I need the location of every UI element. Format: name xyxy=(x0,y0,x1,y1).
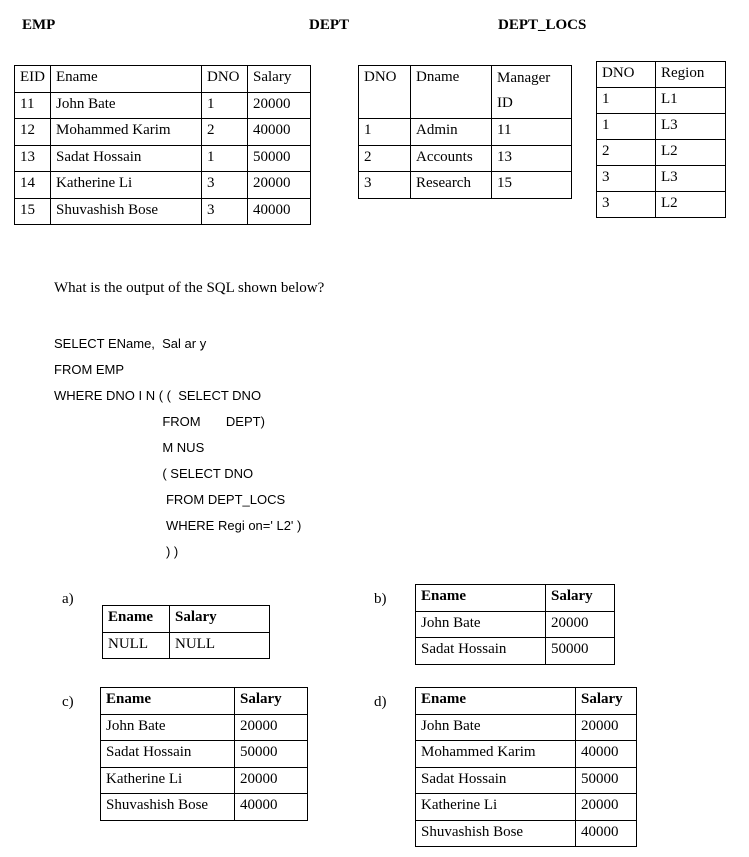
table-cell: L2 xyxy=(656,140,726,166)
table-cell: 1 xyxy=(597,114,656,140)
table-cell: L2 xyxy=(656,192,726,218)
table-cell: 3 xyxy=(597,192,656,218)
sql-line: FROM DEPT) xyxy=(54,414,265,429)
table-cell: 3 xyxy=(597,166,656,192)
sql-line: ( SELECT DNO xyxy=(54,466,254,481)
table-cell: 3 xyxy=(202,198,248,225)
table-row xyxy=(15,145,311,172)
column-header: Salary xyxy=(576,688,637,715)
option-b-label: b) xyxy=(374,591,387,607)
table-cell: Sadat Hossain xyxy=(416,767,576,794)
table-cell: 13 xyxy=(15,145,51,172)
table-row xyxy=(416,767,637,794)
sql-line: SELECT EName, Sal ar y xyxy=(54,336,207,351)
table-cell: 13 xyxy=(492,145,572,172)
table-cell: Mohammed Karim xyxy=(416,741,576,768)
table-cell: 40000 xyxy=(576,741,637,768)
option-a-table xyxy=(102,605,270,659)
column-header: Ename xyxy=(51,66,202,93)
table-cell: 20000 xyxy=(576,714,637,741)
table-cell: 50000 xyxy=(576,767,637,794)
table-cell: 20000 xyxy=(576,794,637,821)
table-cell: John Bate xyxy=(51,92,202,119)
emp-title: EMP xyxy=(22,17,56,33)
table-cell: 1 xyxy=(597,88,656,114)
table-row xyxy=(597,192,726,218)
dept-locs-table xyxy=(596,61,726,218)
column-header: Ename xyxy=(103,606,170,633)
table-cell: NULL xyxy=(103,632,170,659)
table-row xyxy=(416,638,615,665)
table-row xyxy=(416,741,637,768)
table-cell: 50000 xyxy=(235,741,308,768)
table-cell: 40000 xyxy=(235,794,308,821)
table-cell: Shuvashish Bose xyxy=(416,820,576,847)
table-row xyxy=(15,92,311,119)
option-b-table xyxy=(415,584,615,665)
table-cell: 3 xyxy=(359,172,411,199)
sql-line: ) ) xyxy=(54,544,179,559)
table-cell: 1 xyxy=(359,119,411,146)
table-cell: Katherine Li xyxy=(101,767,235,794)
option-c-label: c) xyxy=(62,694,74,710)
table-cell: 20000 xyxy=(546,611,615,638)
table-row xyxy=(101,741,308,768)
column-header: Salary xyxy=(248,66,311,93)
table-cell: L3 xyxy=(656,166,726,192)
table-cell: Shuvashish Bose xyxy=(51,198,202,225)
table-cell: 20000 xyxy=(235,767,308,794)
table-cell: John Bate xyxy=(101,714,235,741)
column-header: Ename xyxy=(416,585,546,612)
column-header: Salary xyxy=(170,606,270,633)
table-cell: 2 xyxy=(359,145,411,172)
table-header-row xyxy=(103,606,270,633)
table-row xyxy=(101,767,308,794)
dept-table xyxy=(358,65,572,199)
sql-code-block xyxy=(54,331,301,565)
table-row xyxy=(359,145,572,172)
table-cell: 50000 xyxy=(546,638,615,665)
column-header: DNO xyxy=(202,66,248,93)
sql-line: FROM DEPT_LOCS xyxy=(54,492,286,507)
table-cell: 20000 xyxy=(248,172,311,199)
table-cell: Sadat Hossain xyxy=(101,741,235,768)
column-header: DNO xyxy=(359,66,411,119)
table-header-row xyxy=(359,66,572,119)
table-cell: 3 xyxy=(202,172,248,199)
dept-title: DEPT xyxy=(309,17,350,33)
table-cell: 14 xyxy=(15,172,51,199)
table-cell: Research xyxy=(411,172,492,199)
table-cell: 40000 xyxy=(248,119,311,146)
table-cell: Accounts xyxy=(411,145,492,172)
table-cell: Shuvashish Bose xyxy=(101,794,235,821)
table-cell: John Bate xyxy=(416,611,546,638)
table-cell: 12 xyxy=(15,119,51,146)
column-header: Dname xyxy=(411,66,492,119)
table-cell: 2 xyxy=(597,140,656,166)
sql-line: WHERE DNO I N ( ( SELECT DNO xyxy=(54,388,262,403)
table-cell: Admin xyxy=(411,119,492,146)
table-row xyxy=(416,611,615,638)
option-d-label: d) xyxy=(374,694,387,710)
table-cell: 2 xyxy=(202,119,248,146)
column-header: Salary xyxy=(546,585,615,612)
table-cell: Sadat Hossain xyxy=(416,638,546,665)
table-cell: Katherine Li xyxy=(51,172,202,199)
table-header-row xyxy=(416,585,615,612)
table-cell: NULL xyxy=(170,632,270,659)
option-d-table xyxy=(415,687,637,847)
table-cell: 11 xyxy=(492,119,572,146)
table-cell: Katherine Li xyxy=(416,794,576,821)
column-header: Manager ID xyxy=(492,66,572,119)
table-header-row xyxy=(101,688,308,715)
table-row xyxy=(359,119,572,146)
table-row xyxy=(359,172,572,199)
column-header: Ename xyxy=(416,688,576,715)
table-cell: Sadat Hossain xyxy=(51,145,202,172)
table-cell: 11 xyxy=(15,92,51,119)
table-cell: L1 xyxy=(656,88,726,114)
table-row xyxy=(416,714,637,741)
column-header: Ename xyxy=(101,688,235,715)
dept-locs-title: DEPT_LOCS xyxy=(498,17,587,33)
column-header: Region xyxy=(656,62,726,88)
table-row xyxy=(597,114,726,140)
table-row xyxy=(597,166,726,192)
emp-table xyxy=(14,65,311,225)
table-cell: 1 xyxy=(202,92,248,119)
table-cell: L3 xyxy=(656,114,726,140)
table-cell: 20000 xyxy=(248,92,311,119)
column-header: DNO xyxy=(597,62,656,88)
table-row xyxy=(101,794,308,821)
column-header: EID xyxy=(15,66,51,93)
table-row xyxy=(416,794,637,821)
option-a-label: a) xyxy=(62,591,74,607)
table-cell: 15 xyxy=(492,172,572,199)
table-header-row xyxy=(597,62,726,88)
table-cell: 1 xyxy=(202,145,248,172)
option-c-table xyxy=(100,687,308,821)
table-row xyxy=(101,714,308,741)
sql-line: FROM EMP xyxy=(54,362,125,377)
table-cell: John Bate xyxy=(416,714,576,741)
table-cell: 15 xyxy=(15,198,51,225)
table-cell: 20000 xyxy=(235,714,308,741)
sql-line: M NUS xyxy=(54,440,205,455)
table-row xyxy=(103,632,270,659)
table-cell: Mohammed Karim xyxy=(51,119,202,146)
table-row xyxy=(597,88,726,114)
table-header-row xyxy=(416,688,637,715)
table-row xyxy=(416,820,637,847)
table-cell: 50000 xyxy=(248,145,311,172)
table-row xyxy=(15,198,311,225)
sql-line: WHERE Regi on=' L2' ) xyxy=(54,518,302,533)
table-cell: 40000 xyxy=(248,198,311,225)
table-row xyxy=(15,119,311,146)
table-row xyxy=(597,140,726,166)
question-text: What is the output of the SQL shown below? xyxy=(54,280,325,296)
column-header: Salary xyxy=(235,688,308,715)
table-row xyxy=(15,172,311,199)
table-cell: 40000 xyxy=(576,820,637,847)
table-header-row xyxy=(15,66,311,93)
